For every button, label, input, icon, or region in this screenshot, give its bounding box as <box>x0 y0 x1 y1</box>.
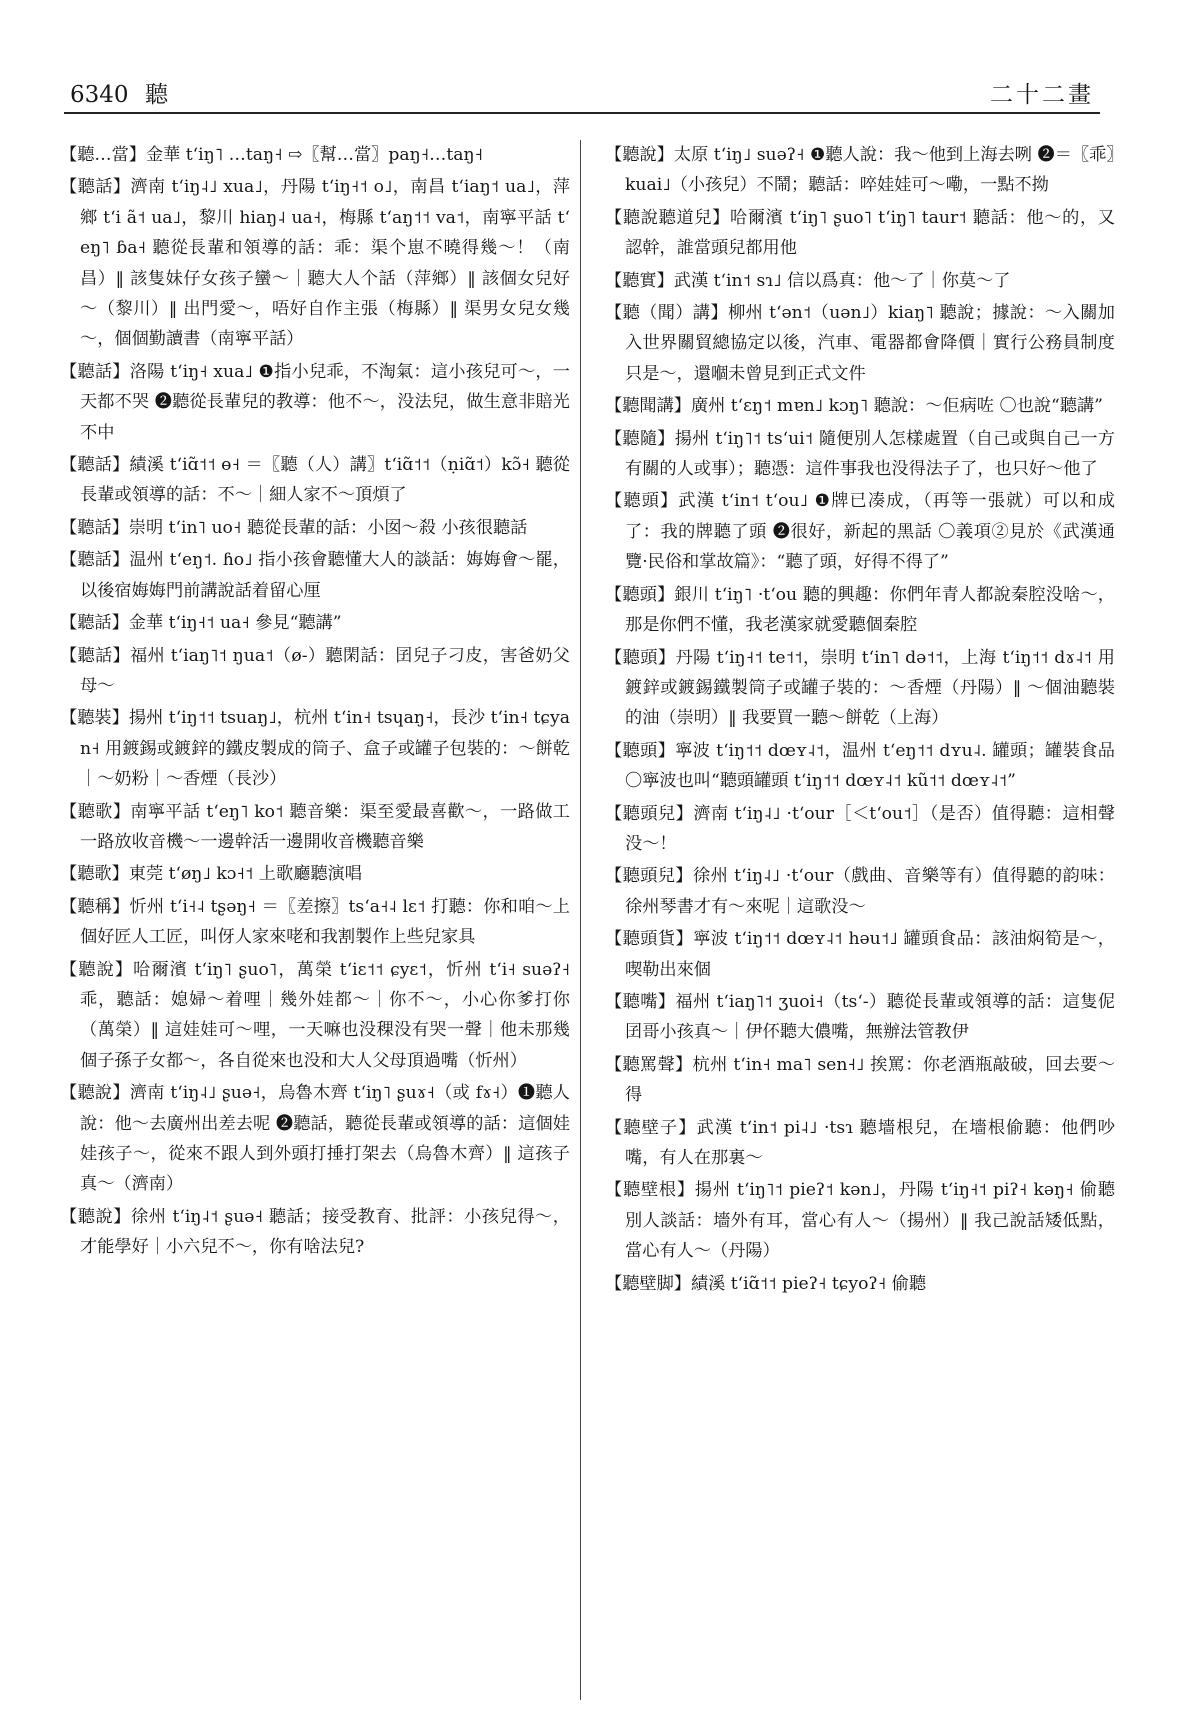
dictionary-entry: 【聽壁脚】績溪 tʻiɑ̃˦˦ pieʔ˧ tɕyoʔ˧ 偷聽 <box>605 1273 927 1294</box>
dictionary-entry: 【聽（聞）講】柳州 tʻən˦（uən˩）kiaŋ˥ 聽說；據說：～入關加入世界關貿總協定以後，汽車、電器都會降價｜實行公務員制度只是～，還嗰未曾見到正式文件 <box>605 303 1115 384</box>
dictionary-entry: 【聽頭】寧波 tʻiŋ˦˦ dœʏ˨˦，温州 tʻeŋ˦˦ dʏu˨. 罐頭；罐裝食品 〇寧波也叫“聽頭罐頭 tʻiŋ˦˦ dœʏ˨˦ kũ˦˦ dœʏ˨˦” <box>605 740 1115 792</box>
dictionary-entry: 【聽說】徐州 tʻiŋ˨˦ ʂuə˧ 聽話；接受教育、批評：小孩兒得～，才能學好｜小六兒不～，你有啥法兒? <box>60 1206 570 1258</box>
dictionary-entry: 【聽壁根】揚州 tʻiŋ˥˦ pieʔ˦ kən˩，丹陽 tʻiŋ˧˦ piʔ˧ kəŋ˧ 偷聽別人談話：墻外有耳，當心有人～（揚州）‖ 我己說話矮低點，當心有人～（丹陽） <box>605 1180 1115 1262</box>
dictionary-entry: 【聽頭貨】寧波 tʻiŋ˦˦ dœʏ˨˦ həu˦˩ 罐頭食品：該油焖筍是～，喫勒出來個 <box>605 929 1115 980</box>
column-divider <box>580 140 581 1700</box>
dictionary-entry: 【聽話】洛陽 tʻiŋ˧ xua˩ ❶指小兒乖，不淘氣：這小孩兒可～，一天都不哭 ❷聽從長輩兒的教導：他不～，没法兒，做生意非賠光不中 <box>60 361 570 443</box>
page-number: 6340 <box>70 82 129 108</box>
dictionary-entry: 【聽話】濟南 tʻiŋ˨˩ xua˩，丹陽 tʻiŋ˧˦ o˩，南昌 tʻiaŋ˦ ua˩，萍鄉 tʻi ã˦ ua˩，黎川 hiaŋ˨ ua˧，梅縣 tʻaŋ˦˦ va˦，南寧平話 tʻeŋ˥ ɓa˧ 聽從長輩和領導的話：乖：渠个崽不曉得幾～！（南昌）‖ 該隻妹仔女孩子蠻～｜聽大人个話（萍鄉）‖ 該個女兒好～（黎川）‖ 出門愛～，唔好自作主張（梅縣）‖ 渠男女兒女幾～，個個勤讀書（南寧平話） <box>60 177 570 350</box>
dictionary-entry: 【聽隨】揚州 tʻiŋ˥˦ tsʻui˦ 隨便別人怎樣處置（自己或與自己一方有關的人或事）；聽憑：這件事我也没得法子了，也只好～他了 <box>605 428 1115 480</box>
section-label: 二十二畫 <box>990 82 1094 108</box>
dictionary-entry: 【聽說聽道兒】哈爾濱 tʻiŋ˥ ʂuo˥ tʻiŋ˥ taur˦ 聽話：他～的，又認幹，誰當頭兒都用他 <box>605 207 1115 259</box>
dictionary-entry: 【聽話】金華 tʻiŋ˧˦ ua˧ 參見“聽講” <box>60 613 342 634</box>
dictionary-entry: 【聽說】哈爾濱 tʻiŋ˥ ʂuo˥，萬榮 tʻiɛ˦˦ ɕyɛ˦，忻州 tʻi˧ suəʔ˧ 乖，聽話：媳婦～着哩｜幾外娃都～｜你不～，小心你爹打你（萬榮）‖ 這娃娃可～哩，一天嘛也没稞没有哭一聲｜他未那幾個子孫子女都～，各自從來也没和大人父母頂過嘴（忻州） <box>60 959 570 1071</box>
dictionary-entry: 【聽話】福州 tʻiaŋ˥˦ ŋua˦（ø-）聽閑話：囝兒子刁皮，害爸奶父母～ <box>60 645 570 696</box>
dictionary-entry: 【聽嘴】福州 tʻiaŋ˥˦ ʒuoi˧（tsʻ-）聽從長輩或領導的話：這隻伲囝哥小孩真～｜伊伓聽大儂嘴，無辦法管教伊 <box>605 991 1115 1043</box>
dictionary-entry: 【聽頭】銀川 tʻiŋ˥ ·tʻou 聽的興趣：你們年青人都說秦腔没啥～，那是你們不懂，我老漢家就愛聽個秦腔 <box>605 584 1115 636</box>
dictionary-entry: 【聽歌】南寧平話 tʻeŋ˥ ko˦ 聽音樂：渠至愛最喜歡～，一路做工一路放收音機～一邊幹活一邊開收音機聽音樂 <box>60 801 570 852</box>
dictionary-entry: 【聽話】崇明 tʻin˥ uo˧ 聽從長輩的話：小囡～殺 小孩很聽話 <box>60 517 528 538</box>
dictionary-entry: 【聽聞講】廣州 tʻɛŋ˦ mɐn˩ kɔŋ˥ 聽說：～佢病咗 〇也說“聽講” <box>605 396 1103 417</box>
left-column <box>60 140 570 1265</box>
dictionary-entry: 【聽話】績溪 tʻiɑ̃˦˦ ɵ˧ ＝〖聽（人）講〗tʻiɑ̃˦˦（ṇiɑ̃˦）kɔ̃˧ 聽從長輩或領導的話：不～｜細人家不～頂煩了 <box>60 455 570 506</box>
dictionary-entry: 【聽頭兒】徐州 tʻiŋ˨˩ ·tʻour（戲曲、音樂等有）值得聽的韵味：徐州琴書才有～來呢｜這歌没～ <box>605 866 1115 917</box>
dictionary-entry: 【聽實】武漢 tʻin˦ sɿ˩ 信以爲真：他～了｜你莫～了 <box>605 270 1011 291</box>
dictionary-entry: 【聽話】温州 tʻeŋ˦. ɦo˩ 指小孩會聽懂大人的談話：娒娒會～罷，以後宿娒娒門前講說話着留心厘 <box>60 550 570 601</box>
head-character: 聽 <box>145 82 168 108</box>
dictionary-entry: 【聽頭兒】濟南 tʻiŋ˨˩ ·tʻour［＜tʻou˦］（是否）值得聽：這相聲没～！ <box>605 803 1115 854</box>
dictionary-entry: 【聽說】太原 tʻiŋ˩ suəʔ˧ ❶聽人說：我～他到上海去咧 ❷＝〖乖〗kuai˩（小孩兒）不鬧；聽話：啐娃娃可～嘞，一點不拗 <box>605 145 1115 196</box>
dictionary-entry: 【聽頭】武漢 tʻin˦ tʻou˩ ❶牌已凑成，（再等一張就）可以和成了：我的牌聽了頭 ❷很好，新起的黑話 〇義項②見於《武漢通覽·民俗和掌故篇》：“聽了頭，好得不得了” <box>605 491 1115 573</box>
header-rule <box>64 112 1100 114</box>
right-column <box>605 140 1115 1301</box>
dictionary-entry: 【聽裝】揚州 tʻiŋ˦˦ tsuaŋ˩，杭州 tʻin˧ tsɥaŋ˧，長沙 tʻin˧ tɕyan˧ 用鍍錫或鍍鋅的鐵皮製成的筒子、盒子或罐子包裝的：～餅乾｜～奶粉｜～香煙（長沙） <box>60 708 570 790</box>
dictionary-entry: 【聽稱】忻州 tʻi˧˨ tʂəŋ˧ ＝〖差擦〗tsʻa˧˨ lɛ˦ 打聽：你和咱～上個好匠人工匠，叫伢人家來咾和我割製作上些兒家具 <box>60 896 570 948</box>
dictionary-entry: 【聽…當】金華 tʻiŋ˥ …taŋ˧ ⇨〖幫…當〗paŋ˧…taŋ˧ <box>60 145 484 165</box>
dictionary-entry: 【聽頭】丹陽 tʻiŋ˧˦ te˦˦，崇明 tʻin˥ də˦˦，上海 tʻiŋ˦˦ dɤ˨˦ 用鍍鋅或鍍錫鐵製筒子或罐子裝的：～香煙（丹陽）‖ ～個油聽裝的油（崇明）‖ 我要買一聽～餅乾（上海） <box>605 647 1115 729</box>
dictionary-entry: 【聽說】濟南 tʻiŋ˨˩ ʂuə˧，烏魯木齊 tʻiŋ˥ ʂuɤ˧（或 fɤ˧）❶聽人說：他～去廣州出差去呢 ❷聽話，聽從長輩或領導的話：這個娃娃孩子～，從來不跟人到外頭打捶打架去（烏魯木齊）‖ 這孩子真～（濟南） <box>60 1083 570 1195</box>
dictionary-entry: 【聽罵聲】杭州 tʻin˧ ma˥ sen˧˩ 挨罵：你老酒瓶敲破，回去要～得 <box>605 1054 1115 1106</box>
dictionary-entry: 【聽壁子】武漢 tʻin˦ pi˨˩ ·tsɿ 聽墻根兒，在墻根偷聽：他們吵嘴，有人在那裏～ <box>605 1117 1115 1168</box>
dictionary-entry: 【聽歌】東莞 tʻøŋ˩ kɔ˧˦ 上歌廳聽演唱 <box>60 864 362 885</box>
